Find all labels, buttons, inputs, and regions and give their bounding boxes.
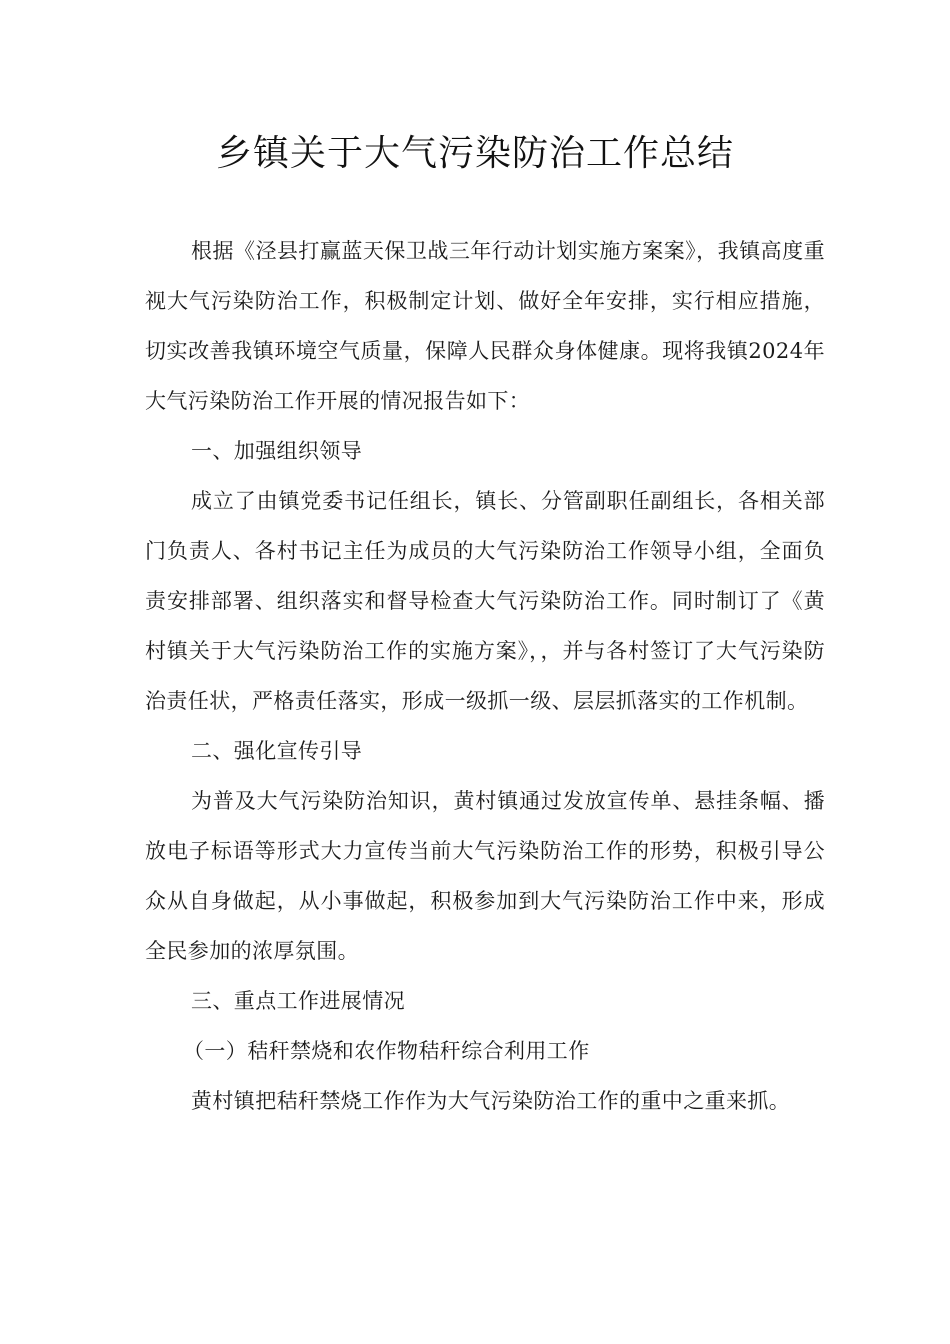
- section-body-organization: 成立了由镇党委书记任组长，镇长、分管副职任副组长，各相关部门负责人、各村书记主任为成员的大气污染防治工作领导小组，全面负责安排部署、组织落实和督导检查大气污染防治工作。同时制订了《黄村镇关于大气污染防治工作的实施方案》，，并与各村签订了大气污染防治责任状，严格责任落实，形成一级抓一级、层层抓落实的工作机制。: [145, 489, 825, 713]
- section-heading-organization: 一、加强组织领导: [191, 439, 363, 463]
- document-title: 乡镇关于大气污染防治工作总结: [215, 133, 734, 174]
- section-heading-key-work: 三、重点工作进展情况: [191, 989, 405, 1013]
- intro-paragraph: 根据《泾县打赢蓝天保卫战三年行动计划实施方案案》，我镇高度重视大气污染防治工作，积极制定计划、做好全年安排，实行相应措施，切实改善我镇环境空气质量，保障人民群众身体健康。现将我镇2024年大气污染防治工作开展的情况报告如下：: [145, 239, 825, 413]
- subsection-heading-straw: （一）秸秆禁烧和农作物秸秆综合利用工作: [183, 1039, 590, 1063]
- section-body-straw: 黄村镇把秸秆禁烧工作作为大气污染防治工作的重中之重来抓。: [191, 1089, 791, 1113]
- document-body: [145, 226, 825, 1126]
- section-heading-publicity: 二、强化宣传引导: [191, 739, 363, 763]
- section-body-publicity: 为普及大气污染防治知识，黄村镇通过发放宣传单、悬挂条幅、播放电子标语等形式大力宣传当前大气污染防治工作的形势，积极引导公众从自身做起，从小事做起，积极参加到大气污染防治工作中来，形成全民参加的浓厚氛围。: [145, 789, 825, 963]
